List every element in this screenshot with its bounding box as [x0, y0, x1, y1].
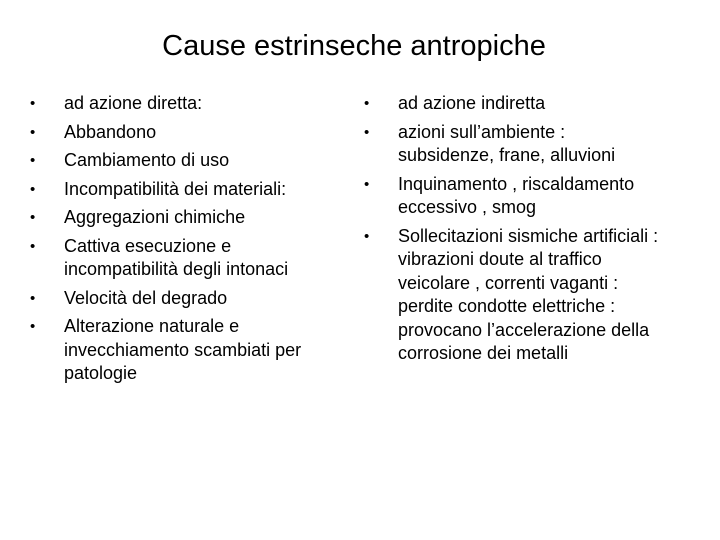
bullet-icon: •: [364, 175, 370, 193]
list-item: [364, 92, 664, 116]
list-item-text: Incompatibilità dei materiali:: [64, 178, 287, 199]
list-item-text: Velocità del degrado: [64, 287, 228, 308]
list-item: [364, 225, 664, 366]
bullet-icon: •: [30, 95, 36, 112]
left-bullet-list: [30, 92, 340, 391]
list-item: [30, 235, 340, 282]
list-item-text: Aggregazioni chimiche: [64, 207, 246, 227]
list-item: [30, 92, 340, 116]
bullet-icon: •: [30, 289, 36, 307]
bullet-icon: •: [30, 152, 36, 169]
list-item-text: ad azione indiretta: [398, 93, 546, 113]
bullet-icon: •: [364, 95, 370, 112]
list-item-text: Cattiva esecuzione e incompatibilità degli intonaci: [64, 235, 289, 279]
list-item: [364, 173, 664, 220]
bullet-icon: •: [30, 209, 36, 226]
list-item-text: ad azione diretta:: [64, 93, 203, 113]
slide-title: Cause estrinseche antropiche: [162, 30, 546, 62]
bullet-icon: •: [30, 237, 36, 255]
list-item-text: Abbandono: [64, 121, 157, 142]
right-bullet-list: [364, 92, 664, 371]
list-item-text: Alterazione naturale e invecchiamento scambiati per patologie: [64, 316, 302, 383]
list-item-text: azioni sull’ambiente : subsidenze, frane, alluvioni: [398, 121, 616, 165]
list-item: [30, 287, 340, 311]
bullet-icon: •: [30, 318, 36, 335]
list-item: [30, 178, 340, 202]
bullet-icon: •: [30, 123, 36, 141]
bullet-icon: •: [364, 227, 370, 245]
list-item-text: Inquinamento , riscaldamento eccessivo , smog: [398, 173, 635, 217]
list-item: [30, 315, 340, 386]
list-item: [30, 149, 340, 173]
list-item: [364, 121, 664, 168]
list-item-text: Cambiamento di uso: [64, 150, 230, 170]
list-item: [30, 121, 340, 145]
list-item-text: Sollecitazioni sismiche artificiali : vibrazioni doute al traffico veicolare , correnti vaganti : perdite condotte elettriche : provocano l’accelerazione della corrosione dei metalli: [398, 225, 659, 363]
bullet-icon: •: [364, 123, 370, 141]
list-item: [30, 206, 340, 230]
bullet-icon: •: [30, 180, 36, 198]
